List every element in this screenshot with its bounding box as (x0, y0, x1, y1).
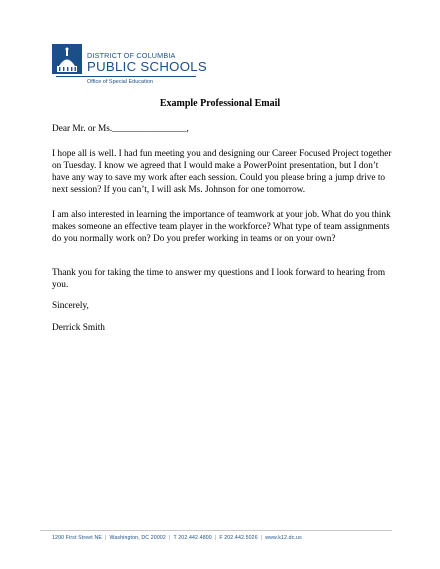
footer-separator: | (168, 535, 171, 541)
salutation (52, 123, 397, 135)
capitol-dome-icon (52, 44, 82, 76)
footer-separator: | (105, 535, 107, 541)
logo-office-text: Office of Special Education (87, 79, 153, 85)
logo-divider (56, 76, 196, 77)
footer-website-link[interactable]: www.k12.dc.us (265, 535, 302, 541)
paragraph-text: Thank you for taking the time to answer my questions and I look forward to hearing from you. (52, 268, 386, 291)
paragraph-text: I am also interested in learning the importance of teamwork at your job. What do you think makes someone an effective team player in the workforce? What type of team assignments do you normally work on? Do you prefer working in teams or on your own? (52, 210, 391, 245)
closing (52, 300, 397, 312)
document-title: Example Professional Email (159, 98, 281, 109)
footer-fax: F 202.442.5026 (219, 535, 258, 541)
footer-address: 1200 First Street NE (52, 535, 102, 541)
salutation-text: Dear Mr. or Ms.________________, (52, 124, 189, 134)
footer-divider (40, 530, 392, 531)
dcps-logo (52, 44, 212, 94)
paragraph-3 (52, 267, 397, 291)
footer-city: Washington, DC 20002 (109, 535, 166, 541)
footer-separator: | (260, 535, 263, 541)
closing-text: Sincerely, (52, 301, 89, 311)
paragraph-1 (52, 148, 397, 196)
paragraph-text: I hope all is well. I had fun meeting you and designing our Career Focused Project together on Tuesday. I know we agreed that I would make a PowerPoint presentation, but I don’t have any way to save my work after each session. Could you please bring a jump drive to next session? If you can’t, I will ask Ms. Johnson for one tomorrow. (52, 149, 392, 196)
footer-separator: | (214, 535, 217, 541)
logo-district-text: DISTRICT OF COLUMBIA (87, 51, 176, 60)
signature (52, 322, 397, 334)
logo-public-schools-text: PUBLIC SCHOOLS (87, 59, 207, 74)
paragraph-2 (52, 209, 397, 245)
footer-phone: T 202.442.4800 (173, 535, 212, 541)
footer (52, 535, 302, 541)
signature-text: Derrick Smith (52, 323, 105, 333)
